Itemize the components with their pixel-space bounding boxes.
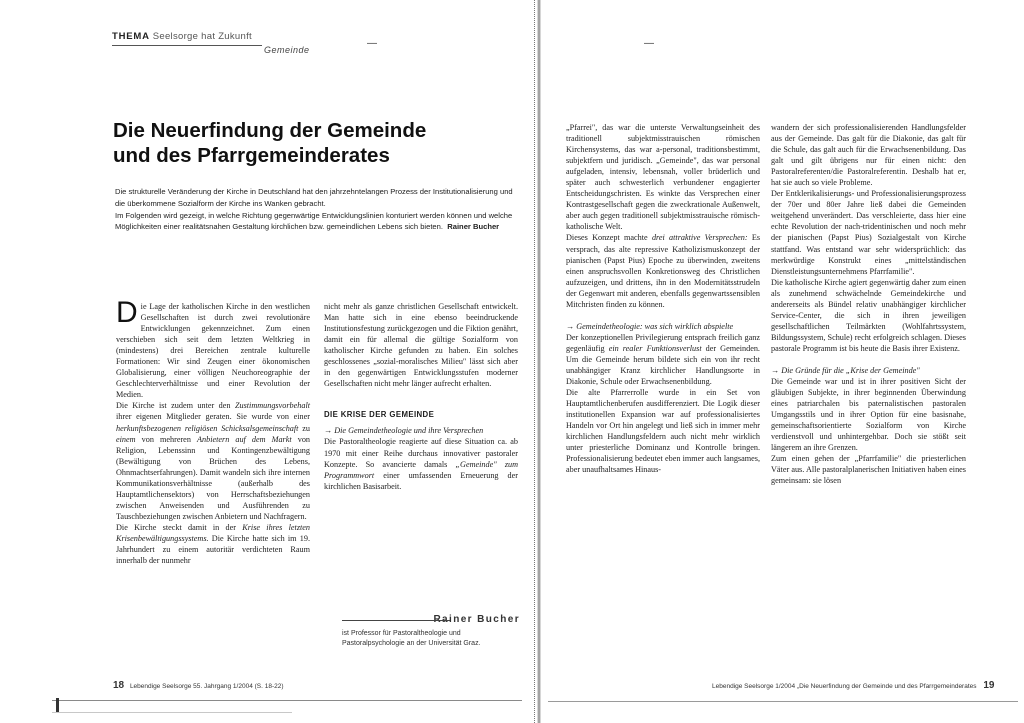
col1-p3-em: Krise ihres letzten Krisenbewältigungssystems. [116,522,311,543]
drop-cap: D [116,296,138,329]
col1-paragraph-1 [116,296,310,400]
scan-edge-line-left-2 [52,712,292,713]
col1-p3-a: Die Kirche steckt damit in der [116,522,243,532]
col3-paragraph-3 [566,332,760,387]
col2-arrow-heading: → Die Gemeindetheologie und ihre Versprechen [324,426,484,436]
author-box-rule [342,620,450,621]
article-title-line2: und des Pfarrgemeinderates [113,144,390,167]
col3-arrow-heading: → Gemeindetheologie: was sich wirklich abspielte [566,321,734,331]
text-column-1 [116,296,311,566]
col1-p2-em4: Anbietern auf dem Markt [197,434,292,444]
footer-right [712,680,994,691]
scan-edge-line-right [548,701,1018,702]
col1-p2-em3: einem [116,434,136,444]
author-box-name: Rainer Bucher [433,614,520,625]
col1-p2-em1: Zustimmungsvorbehalt [234,401,310,411]
col2-paragraph-2 [324,436,518,491]
subsection-tag: Gemeinde [264,45,310,55]
lead-paragraph-1: Die strukturelle Veränderung der Kirche in Deutschland hat den jahrzehntelangen Prozess der Institutionalisierung und die überkommene Sozialform der Kirche ins Wanken gebracht. [115,187,513,208]
author-box [342,614,520,648]
col4-paragraph-1: wandern der sich professionalisierenden Handlungsfelder aus der Gemeinde. Das galt für die Diakonie, das galt für die Schule, das galt auch für die Erwachsenenbildung. Das galt und gilt übrigens nur für einen nicht: den Pastoralreferenten/die Pastoralreferentin. Deshalb hat er, hat sie auch so viele Probleme. [771,123,966,188]
scan-edge-line-left [52,700,522,701]
col4-paragraph-4: Die Gemeinde war und ist in ihrer positiven Sicht der gläubigen Subjekte, in ihrer beginnenden Überwindung eines patriarchalen bis paternalistischen pastoralen Umgangsstils und in ihrer Option für eine basisnahe, gemeinschaftsorientierte Sozialform von Kirche verdienstvoll und unhintergehbar. Doch sie stößt seit längerem an ihre Grenzen. [771,377,966,453]
lead-paragraph-2-text: Im Folgenden wird gezeigt, in welche Richtung gegenwärtige Entwicklungslinien konturiert werden können und welche Möglichkeiten einer realitätsnahen Gestaltung kirchlichen bzw. gemeindlichen Lebens sich bieten. [115,210,513,232]
header-dash-left: — [367,38,377,49]
col1-p2-e: von Religion, Lebenssinn und Kontingenzbewältigung (Bewältigung von Brüchen des Lebens, Ohnmachtserfahrungen). Damit wandeln sich ihre internen Kommunikationsverhältnisse (außerhalb des Hauptamtlichensektors) von Herrschaftsbeziehungen zwischen Anweisenden und Ausführenden zu Tauschbeziehungen zwischen Anbietern und Nachfragern. [116,434,310,521]
article-title-line1: Die Neuerfindung der Gemeinde [113,119,427,142]
col2-p2-b: einer umfassenden Erneuerung der kirchlichen Basisarbeit. [324,470,518,491]
footer-left [113,680,284,691]
lead-author: Rainer Bucher [447,222,500,232]
page-number-right: 19 [983,680,995,691]
col1-paragraph-3 [116,522,310,566]
section-tag-rest: Seelsorge hat Zukunft [152,31,252,42]
scan-corner-mark [56,698,59,712]
gutter-dotted-edge [534,0,536,723]
col1-p1-text: ie Lage der katholischen Kirche in den westlichen Gesellschaften ist durch zwei revolutionäre Entwicklungen gekennzeichnet. Zum einen verschieben sich seit dem letzten Weltkrieg in (mindestens) drei Bereichen zentrale kulturelle Formationen: Wir sind Zeugen einer ökonomischen Globalisierung, einer völligen Neuchoreographie der Geschlechterverhältnisse und einer Revolution der Medien. [116,302,310,400]
col3-p2-a: Dieses Konzept machte [566,233,652,243]
col1-p2-c: zu [298,423,310,433]
lead-paragraph-2 [115,210,515,234]
col3-p3-b: der Gemeinden. Um die Gemeinde herum bildete sich ein von ihr recht unabhängiger Kranz kirchlicher Handlungsorte in Diakonie, Schule oder Erwachsenenbildung. [566,343,760,387]
col3-p2-em: drei attraktive Versprechen: [651,233,748,243]
col3-p3-em: ein realer Funktionsverlust [608,343,702,353]
header-rule [112,45,262,46]
col2-paragraph-1: nicht mehr als ganze christlichen Gesellschaft entwickelt. Man hatte sich in eine ebenso beeindruckende Institutionsfestung zurückgezogen und die Fiktion genährt, damit ein für allemal die gültige Sozialform von katholischer Kirche gefunden zu haben. Ein solches geschlossenes „sozial-moralisches Milieu" lässt sich aber in den gegenwärtigen Entwicklungsstufen moderner Gesellschaften nicht mehr länger aufrecht erhalten. [324,302,518,389]
author-box-bio: ist Professor für Pastoraltheologie und Pastoralpsychologie an der Universität Graz. [342,630,481,647]
col1-p3-b: Die Kirche hatte sich im 19. Jahrhundert zu einem autoritär verdichteten Raum innerhalb der nunmehr [116,533,310,566]
text-column-2 [324,301,518,492]
col4-paragraph-5: Zum einen gehen der „Pfarrfamilie" die priesterlichen Väter aus. Alle pastoralplanerischen Initiativen haben eines gemeinsam: sie lösen [771,454,966,486]
col3-spacer-1 [566,310,760,321]
footer-right-text: Lebendige Seelsorge 1/2004 „Die Neuerfindung der Gemeinde und des Pfarrgemeinderates [712,683,977,690]
section-tag-bold: THEMA [112,31,150,42]
article-title [113,118,533,168]
col4-paragraph-2: Der Entklerikalisierungs- und Professionalisierungsprozess der 70er und 80er Jahre ließ dabei die Gemeinden weitgehend unverändert. Das verschleierte, dass hier eine echte Revolution der nach-tridentinischen und noch mehr der pianischen (Papst Pius) Sozialgestalt von Kirche stattfand. Was entstand war sehr widersprüchlich: das merkwürdige Konstrukt eines „mittelständischen Dienstleistungsunternehmens Pfarrfamilie". [771,189,966,276]
article-lead [115,186,515,233]
col4-arrow-heading: → Die Gründe für die „Krise der Gemeinde" [771,365,920,375]
section-heading-krise: DIE KRISE DER GEMEINDE [324,410,435,420]
col3-paragraph-1: „Pfarrei", das war die unterste Verwaltungseinheit des traditionell subjektmisstrauischen römischen Kirchensystems, das war a-personal, traditionsbestimmt, subjektfern und juridisch. „Gemeinde", das war personal aufgeladen, intensiv, lebensnah, voller brüderlich und später auch schwesterlich verbundener engagierter Entscheidungschristen. Es winkte das Versprechen einer Kontrastgesellschaft gegen die zweckrationale Außenwelt, aber auch gegen traditionell subjektmisstrauische römisch-katholische Welt. [566,123,760,232]
col1-p2-em2: herkunftsbezogenen religiösen Schicksalsgemeinschaft [116,423,299,433]
col3-paragraph-2 [566,232,760,309]
col4-spacer [771,354,966,365]
header-dash-right: — [644,38,654,49]
text-column-3 [566,122,760,475]
text-column-4 [771,122,966,487]
section-tag [112,31,312,42]
col2-spacer [324,389,518,409]
col1-paragraph-2 [116,400,310,522]
running-header [112,31,312,55]
col1-p2-a: Die Kirche ist zudem unter den [116,401,235,411]
col3-p2-b: Es versprach, das alte repressive Katholizismuskonzept der pianischen (Papst Pius) Epoche zu überwinden, zweitens einen anspruchsvollen Konkretionsweg des Christlichen aufzuzeigen, und drittens, ihn in den Modernitätsstrudeln der Gegenwart mit anderen, ebenfalls gegenwartssensiblen Mitchristen finden zu können. [566,233,761,309]
col2-p2-em: „Gemeinde" zum Programmwort [324,459,519,480]
col4-paragraph-3: Die katholische Kirche agiert gegenwärtig daher zum einen als zunehmend schwächelnde Gemeindekirche und andererseits als Bündel relativ unabhängiger kirchlicher Service-Center, die sich in ihren jeweiligen gesellschaftlichen Teilmärkten (Wohlfahrtssystem, Bildungssystem, Schule) recht erfolgreich schlagen. Dieses pastorale Programm ist bis heute die Basis ihrer Existenz. [771,277,966,353]
footer-left-text: Lebendige Seelsorge 55. Jahrgang 1/2004 (S. 18-22) [129,683,284,690]
col2-p2-a: Die Pastoraltheologie reagierte auf diese Situation ca. ab 1970 mit einer Reihe durchaus innovativer pastoraler Konzepte. So avancierte damals [324,437,518,469]
col3-p3-a: Der konzeptionellen Privilegierung entsprach freilich ganz gegenläufig [566,332,760,353]
col1-p2-b: ihrer eigenen Mitglieder geraten. Sie wurde von einer [116,412,310,422]
page-number-left: 18 [113,680,125,691]
col1-p2-d: von mehreren [135,434,197,444]
col3-paragraph-4: Die alte Pfarrerrolle wurde in ein Set von Hauptamtlichenberufen ausdifferenziert. Die Logik dieser institutionellen Expansion war auf professionalisiertes Handeln vor Ort hin angelegt und ließ sich in immer mehr kirchlichen Handlungsfeldern auch nicht mehr wirklich unter priesterliche Dominanz und Kontrolle bringen. Professionalisierung bedeutet eben immer auch langsames, aber unaufhaltsames Hinaus- [566,388,760,475]
page-gutter [537,0,541,723]
